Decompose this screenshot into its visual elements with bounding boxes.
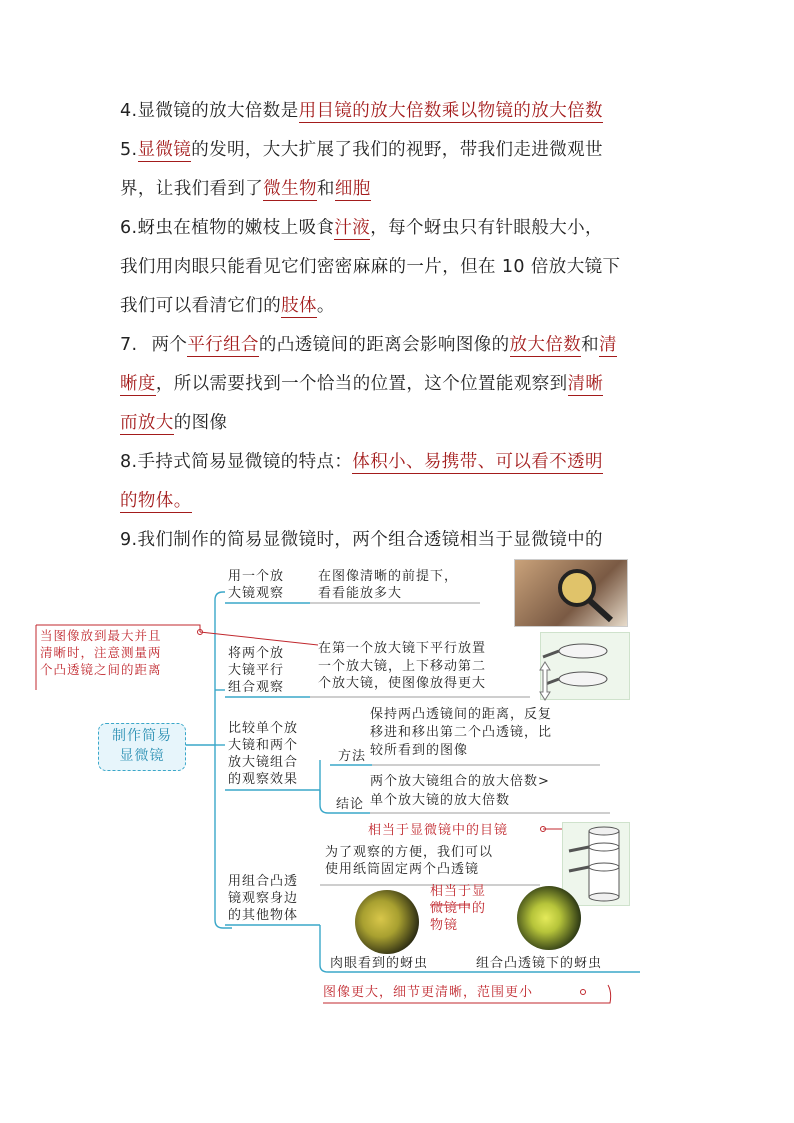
answer-text: 显微镜 xyxy=(137,140,192,160)
note-text: 两个 xyxy=(151,335,188,355)
answer-text: 体积小、易携带、可以看不透明 xyxy=(352,452,603,472)
aphid-lens-photo xyxy=(517,886,581,950)
aphid-naked-eye-photo xyxy=(355,890,419,954)
note-text: 8.手持式简易显微镜的特点： xyxy=(120,452,353,472)
summary-note: 图像更大，细节更清晰，范围更小 xyxy=(323,985,534,1000)
answer-text: 用目镜的放大倍数乘以物镜的放大倍数 xyxy=(298,101,603,121)
note-text: 和 xyxy=(316,179,335,199)
branch-3-label: 比较单个放 大镜和两个 放大镜组合 的观察效果 xyxy=(228,721,299,787)
note-text: ，所以需要找到一个恰当的位置，这个位置能观察到 xyxy=(155,374,568,394)
branch-1-desc: 在图像清晰的前提下， 看看能放多大 xyxy=(318,569,459,601)
eyepiece-note: 相当于显微镜中的目镜 xyxy=(368,823,509,838)
answer-text: 的物体。 xyxy=(120,491,192,511)
magnifier-icon xyxy=(515,560,627,626)
tube-icon xyxy=(563,823,629,905)
method-label: 方法 xyxy=(338,749,367,764)
note-text: 我们用肉眼只能看见它们密密麻麻的一片，但在 10 倍放大镜下 xyxy=(120,257,621,277)
answer-text: 而放大 xyxy=(120,413,174,433)
note-text: 的发明，大大扩展了我们的视野，带我们走进微观世 xyxy=(191,140,603,160)
note-text: 和 xyxy=(581,335,600,355)
conclusion-desc: 两个放大镜组合的放大倍数> 单个放大镜的放大倍数 xyxy=(370,774,550,808)
answer-text: 清 xyxy=(599,335,617,355)
answer-text: 细胞 xyxy=(334,179,371,199)
lens-icon xyxy=(541,633,629,699)
naked-eye-caption: 肉眼看到的蚜虫 xyxy=(330,956,429,971)
paper-tube-diagram xyxy=(562,822,630,906)
branch-2-note: 当图像放到最大并且 清晰时，注意测量两 个凸透镜之间的距离 xyxy=(40,628,162,677)
note-text: 6.蚜虫在植物的嫩枝上吸食 xyxy=(120,218,335,238)
note-text: 。 xyxy=(316,296,335,316)
note-text: 的图像 xyxy=(173,413,228,433)
note-text: 5. xyxy=(120,140,138,160)
answer-text: 放大倍数 xyxy=(509,335,582,355)
branch-2-label: 将两个放 大镜平行 组合观察 xyxy=(228,646,285,695)
conclusion-label: 结论 xyxy=(336,797,365,812)
lens-caption: 组合凸透镜下的蚜虫 xyxy=(476,956,603,971)
answer-text: 平行组合 xyxy=(187,335,259,355)
magnifier-photo xyxy=(514,559,628,627)
note-text: 9.我们制作的简易显微镜时，两个组合透镜相当于显微镜中的 xyxy=(120,530,603,550)
branch-1-label: 用一个放 大镜观察 xyxy=(228,569,285,601)
note-text: 我们可以看清它们的 xyxy=(120,296,282,316)
answer-text: 肢体 xyxy=(281,296,317,316)
note-text: 界，让我们看到了 xyxy=(120,179,264,199)
answer-text: 清晰 xyxy=(567,374,604,394)
note-text: 的凸透镜间的距离会影响图像的 xyxy=(258,335,510,355)
two-lens-diagram xyxy=(540,632,630,700)
note-text: ，每个蚜虫只有针眼般大小， xyxy=(370,218,603,238)
up-down-arrow-icon xyxy=(538,660,552,702)
branch-2-desc: 在第一个放大镜下平行放置 一个放大镜，上下移动第二 个放大镜，使图像放得更大 xyxy=(318,641,487,691)
answer-text: 晰度 xyxy=(120,374,156,394)
branch-4-label: 用组合凸透 镜观察身边 的其他物体 xyxy=(228,874,299,923)
branch-4-desc: 为了观察的方便，我们可以 使用纸筒固定两个凸透镜 xyxy=(325,845,494,877)
note-text: 4.显微镜的放大倍数是 xyxy=(120,101,299,121)
method-desc: 保持两凸透镜间的距离，反复 移进和移出第二个凸透镜，比 较所看到的图像 xyxy=(370,707,553,758)
note-text: 7. xyxy=(120,335,138,355)
answer-text: 微生物 xyxy=(263,179,317,199)
answer-text: 汁液 xyxy=(334,218,371,238)
mind-map-center: 制作简易 显微镜 xyxy=(98,723,186,771)
objective-note: 相当于显 微镜中的 物镜 xyxy=(430,884,487,933)
